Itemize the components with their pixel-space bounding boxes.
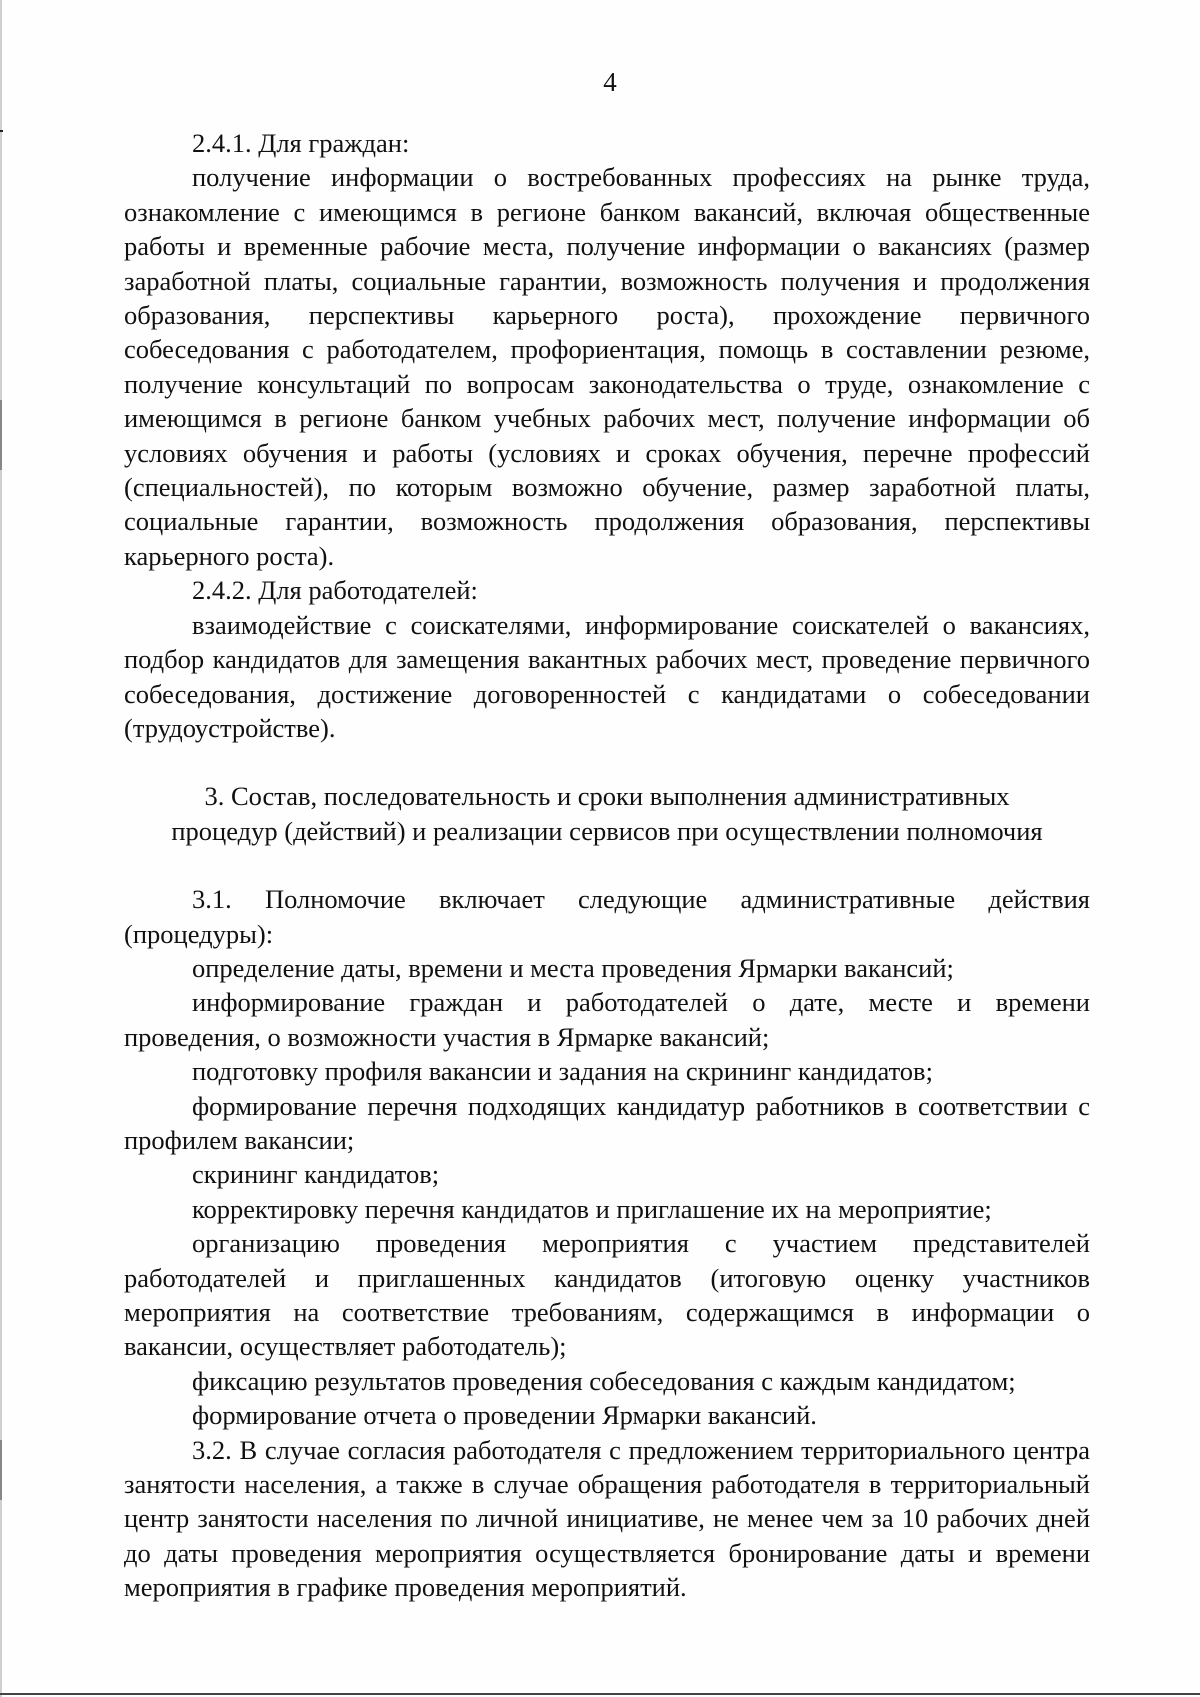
scan-artifact-mark	[0, 400, 2, 470]
section-2-4-2-body: взаимодействие с соискателями, информирование соискателей о вакансиях, подбор кандидатов для замещения вакантных рабочих мест, проведение первичного собеседования, достижение договоренностей с кандидатами о собеседовании (трудоустройстве).	[124, 609, 1090, 743]
scan-artifact-mark	[0, 1440, 2, 1500]
document-body	[124, 126, 1090, 1605]
section-3-heading-line: 3. Состав, последовательность и сроки выполнения административных	[204, 781, 1010, 812]
section-3-1-item: формирование отчета о проведении Ярмарки вакансий.	[192, 1400, 817, 1431]
section-3-1-item: фиксацию результатов проведения собеседования с каждым кандидатом;	[192, 1365, 1016, 1396]
section-2-4-1-body: получение информации о востребованных профессиях на рынке труда, ознакомление с имеющимся в регионе банком вакансий, включая общественные работы и временные рабочие места, получение информации о вакансиях (размер заработной платы, социальные гарантии, возможность получения и продолжения образования, перспективы карьерного роста), прохождение первичного собеседования с работодателем, профориентация, помощь в составлении резюме, получение консультаций по вопросам законодательства о труде, ознакомление с имеющимся в регионе банком учебных рабочих мест, получение информации об условиях обучения и работы (условиях и сроках обучения, перечне профессий (специальностей), по которым возможно обучение, размер заработной платы, социальные гарантии, возможность продолжения образования, перспективы карьерного роста).	[124, 162, 1090, 571]
section-3-1-item: организацию проведения мероприятия с участием представителей работодателей и приглашенных кандидатов (итоговую оценку участников мероприятия на соответствие требованиям, содержащимся в информации о вакансии, осуществляет работодатель);	[124, 1228, 1090, 1362]
section-3-1-item: информирование граждан и работодателей о дате, месте и времени проведения, о возможности участия в Ярмарке вакансий;	[124, 987, 1090, 1052]
section-3-heading	[124, 779, 1090, 848]
section-2-4-2-title: 2.4.2. Для работодателей:	[192, 575, 478, 606]
section-3-1-item: скрининг кандидатов;	[192, 1159, 440, 1190]
section-3-1-item: подготовку профиля вакансии и задания на скрининг кандидатов;	[192, 1056, 933, 1087]
scan-artifact-mark	[0, 130, 3, 132]
section-3-1-item: определение даты, времени и места проведения Ярмарки вакансий;	[192, 952, 954, 983]
section-3-heading-line: процедур (действий) и реализации сервисов при осуществлении полномочия	[171, 815, 1043, 846]
section-3-2-body: 3.2. В случае согласия работодателя с предложением территориального центра занятости населения, а также в случае обращения работодателя в территориальный центр занятости населения по личной инициативе, не менее чем за 10 рабочих дней до даты проведения мероприятия осуществляется бронирование даты и времени мероприятия в графике проведения мероприятий.	[124, 1434, 1090, 1603]
section-2-4-1-title: 2.4.1. Для граждан:	[192, 128, 410, 158]
scan-bottom-edge	[0, 1693, 1200, 1695]
page-number: 4	[603, 67, 617, 97]
section-3-1-intro: 3.1. Полномочие включает следующие административные действия (процедуры):	[124, 884, 1090, 949]
section-3-1-item: формирование перечня подходящих кандидатур работников в соответствии с профилем вакансии;	[124, 1090, 1090, 1155]
section-3-1-item: корректировку перечня кандидатов и приглашение их на мероприятие;	[192, 1193, 992, 1224]
